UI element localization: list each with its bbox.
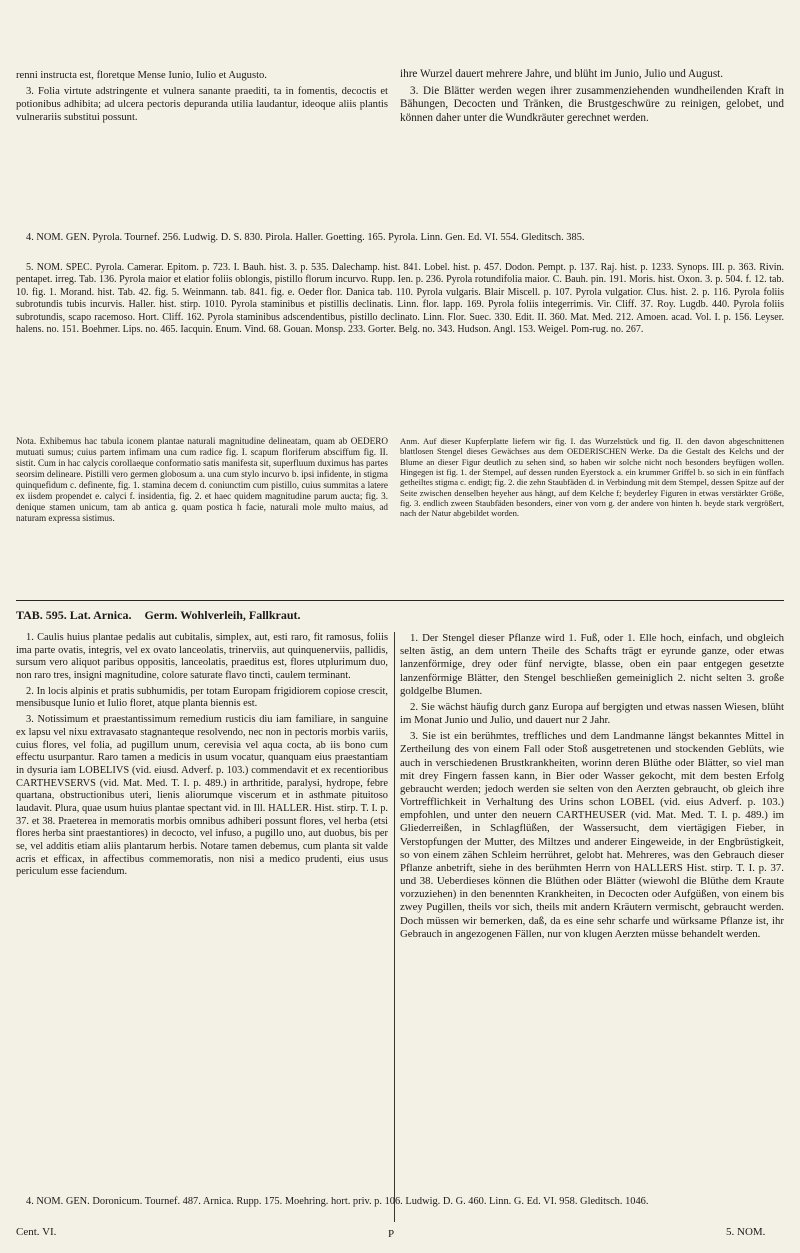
signature-line: Cent. VI. (16, 1226, 57, 1238)
latin-paragraph: renni instructa est, floretque Mense Iunio, Iulio et Augusto. (16, 70, 267, 81)
signature-mark: P (388, 1228, 395, 1240)
latin-paragraph: 1. Caulis huius plantae pedalis aut cubitalis, simplex, aut, esti raro, fit ramosus, foliis ima parte ovatis, integris, vel ex ovato lanceolatis, trinerviis, aut quinquenerviis, pallidis, sursum vero aliquot paribus oppositis, lanceolatis, praeditus est, flores utplurimum duo, non raro tres, insigni magnitudine, colore saturate flavo tincti, caulem terminant. (16, 632, 388, 682)
german-paragraph: 1. Der Stengel dieser Pflanze wird 1. Fuß, oder 1. Elle hoch, einfach, und obgleich selten ästig, an dem untern Theile des Schafts trägt er eyrunde ganze, oder etwas lanzenförmige, drey oder fünf nervigte, blasse, oben ein paar entgegen gesetzte lanzenförmige Blätter, den Stengel beschließen gemeiniglich 2. nicht selten 3. große goldgelbe Blumen. (400, 632, 784, 697)
tab-heading-latin: TAB. 595. Lat. Arnica. (16, 608, 132, 622)
catchword: 5. NOM. (726, 1226, 766, 1238)
tab-heading (16, 608, 784, 623)
nota-latin: Nota. Exhibemus hac tabula iconem plantae naturali magnitudine delineatam, quam ab OEDERO mutuati sumus; cuius partem infimam una cum radice fig. I. scapum floriferum absciffum fig. II. sistit. Cum in hac calycis corollaeque conformatio satis manifesta sit, superfluum duximus has partes seorsim delineare. Pistilli vero germen globosum a. una cum stylo incurvo b. ipsi infidente, in stigma quinquefidum c. definente, fig. 1. stamina decem d. coniunctim cum pistillo, cuius summitas a latere ex iisdem propendet e. calyci f. insidentia, fig. 2. et haec quidem magnitudine parum aucta; fig. 3. denique stamen unicum, tam ab antica g. quam postica h facie, naturali mole multo maius, ad naturam expressa sistimus. (16, 436, 388, 524)
top-german-column (400, 68, 784, 129)
latin-paragraph: 2. In locis alpinis et pratis subhumidis, per totam Europam frigidiorem copiose crescit, mensibusque Iunio et Iulio floret, atque planta biennis est. (16, 685, 388, 710)
column-divider (394, 632, 395, 1222)
main-latin-column (16, 632, 388, 882)
german-paragraph: 2. Sie wächst häufig durch ganz Europa auf bergigten und etwas nassen Wiesen, blüht im Monat Junio und Julio, und dauert nur 2 Jahr. (400, 700, 784, 727)
section-divider (16, 600, 784, 601)
tab-heading-german: Germ. Wohlverleih, Fallkraut. (144, 608, 301, 622)
german-paragraph: 3. Sie ist ein berühmtes, treffliches und dem Landmanne längst bekanntes Mittel in Zertheilung des von einem Fall oder Stoß ausgetretenen und stockenden Geblüts, wie auch in verschiedenen Brustkrankheiten, worinn deren Blüthe oder Blätter, so viel man mit drey Fingern fassen kann, in Bier oder Wasser gekocht, mit dem besten Erfolg gebraucht werden; jedoch werden sie selten von den Aerzten gebraucht, ob gleich ihre Vortrefflichkeit in Verhaltung des Urins schon LOBEL (vid. eius Adverf. p. 103.) empfohlen, und unter den neuern CARTHEUSER (vid. Mat. Med. T. I. p. 489.) im Gliederreißen, in Schlagflüßen, der Wassersucht, dem viertägigen Fieber, in Verstopfungen der Mutter, des Miltzes und anderer Eingeweide, in der Engbrüstigkeit, so von einem zähen Schleim herrühret, gelobt hat. Mehreres, was den Gebrauch dieser Pflanze anbetrift, siehe in des berühmten Herrn von HALLERS Hist. stirp. T. I. p. 37. und 38. Ueberdieses können die Blüthen oder Blätter (wiewohl die Blüthe dem Kraute vorzuziehen) in den benennten Krankheiten, in Decocten oder Aufgüßen, von einem bis zwey Pugillen, theils vor sich, theils mit andern Kräutern vermischt, gebraucht werden. Doch müssen wir bemerken, daß, da es eine sehr scharfe und würksame Pflanze ist, ihr Gebrauch in angezogenen Fällen, nur von klugen Aerzten müsse behandelt werden. (400, 730, 784, 940)
main-german-column (400, 632, 784, 944)
latin-paragraph: 3. Folia virtute adstringente et vulnera sanante praediti, ta in fomentis, decoctis et potionibus adhibita; ad ulcera pectoris depuranda utilia laudantur, ideoque aliis plantis vulnerariis substitui possunt. (16, 85, 388, 123)
latin-paragraph: 3. Notissimum et praestantissimum remedium rusticis diu iam familiare, in sanguine ex lapsu vel nixu extravasato stagnanteque resolvendo, nec non in pectoris morbis variis, cuius flores, vel folia, ad pugillum unum, cerevisia vel aqua cocta, ab iis bono cum effectu usurpantur. Raro tamen a medicis in usum vocatur, quanquam eius praestantiam in dysuria iam LOBELIVS (vid. eiusd. Adverf. p. 103.) commendavit et ex recentioribus CARTHEVSERVS (vid. Mat. Med. T. I. p. 489.) in arthritide, paralysi, hydrope, febre quartana, obstructionibus uteri, lienis aliorumque viscerum et in asthmate pituitoso laudavit. Plura, quae usum huius plantae spectant vid. in Ill. HALLER. Hist. stirp. T. I. p. 37. et 38. Praeterea in memoratis morbis omnibus adhiberi possunt flores, vel herba (etsi flores herba sint praestantiores) in decocto, vel infuso, a pugillo uno, aut duobus, bis per se, vel additis etiam aliis plantarum herbis. Notare tamen debemus, cum planta sit valde acris et efficax, in affectibus commemoratis, non nisi a medico prudenti, eius usus periculum esse faciendum. (16, 714, 388, 878)
nom-spec-pyrola: 5. NOM. SPEC. Pyrola. Camerar. Epitom. p. 723. I. Bauh. hist. 3. p. 535. Dalechamp. hist. 841. Lobel. hist. p. 457. Dodon. Pempt. p. 137. Raj. hist. p. 1233. Synops. III. p. 363. Rivin. pentapet. irreg. Tab. 136. Pyrola maior et elatior foliis oblongis, pistillo florum incurvo. Rupp. Ien. p. 236. Pyrola rotundifolia maior. C. Bauh. pin. 191. Moris. hist. Oxon. 3. p. 504. f. 12. tab. 10. fig. 1. Morand. hist. Tab. 42. fig. 5. Weinmann. tab. 841. fig. e. Oeder flor. Danica tab. 110. Pyrola vulgaris. Blair Miscell. p. 107. Pyrola vulgatior. Clus. hist. 2. p. 116. Pyrola foliis subrotundis tubis incurvis. Haller. hist. stirp. 1010. Pyrola staminibus et pistillis declinatis. Linn. flor. lapp. 169. Pyrola foliis integerrimis. Vir. Cliff. 37. Roy. Lugdb. 440. Pyrola foliis subrotundis, scapo racemoso. Hort. Cliff. 162. Pyrola staminibus adscendentibus, pistillo declinato. Linn. Flor. Suec. 330. Edit. II. 360. Mat. Med. 212. Amoen. acad. Vol. I. p. 156. Leyser. halens. no. 151. Boehmer. Lips. no. 465. Iacquin. Enum. Vind. 68. Gouan. Monsp. 233. Gorter. Belg. no. 343. Hudson. Angl. 153. Weigel. Pom-rug. no. 267. (16, 262, 784, 335)
nota-german: Anm. Auf dieser Kupferplatte liefern wir fig. I. das Wurzelstück und fig. II. den davon abgeschnittenen blattlosen Stengel dieses Gewächses aus dem OEDERISCHEN Werke. Da die Gestalt des Kelchs und der Blume an dieser Figur deutlich zu sehen sind, so haben wir solche nicht noch besonders beyfügen wollen. Hingegen ist fig. 1. der Stempel, auf dessen runden Eyerstock a. ein krummer Griffel b. so sich in ein fünffach getheiltes stigma c. endigt; fig. 2. die zehn Staubfäden d. in Verbindung mit dem Stempel, dessen Spitze auf der Seite zwischen denselben heyeher aus hängt, auf dem Kelche f; beyderley Figuren in etwas verstärkter Größe, fig. 3. endlich zween Staubfäden besonders, einer von vorn g. der andere von hinten h. beyde stark vergrößert, nach der Natur abgebildet worden. (400, 436, 784, 519)
german-paragraph: 3. Die Blätter werden wegen ihrer zusammenziehenden wundheilenden Kraft in Bähungen, Decocten und Tränken, die Brustgeschwüre zu reinigen, gelobet, und können daher unter die Wundkräuter gerechnet werden. (400, 84, 784, 124)
top-latin-column (16, 70, 388, 128)
german-paragraph: ihre Wurzel dauert mehrere Jahre, und blüht im Junio, Julio und August. (400, 68, 724, 80)
nom-gen-arnica: 4. NOM. GEN. Doronicum. Tournef. 487. Arnica. Rupp. 175. Moehring. hort. priv. p. 106. Ludwig. D. G. 460. Linn. G. Ed. VI. 958. Gleditsch. 1046. (26, 1196, 649, 1207)
nom-gen-pyrola: 4. NOM. GEN. Pyrola. Tournef. 256. Ludwig. D. S. 830. Pirola. Haller. Goetting. 165. Pyrola. Linn. Gen. Ed. VI. 554. Gleditsch. 385. (26, 232, 585, 243)
